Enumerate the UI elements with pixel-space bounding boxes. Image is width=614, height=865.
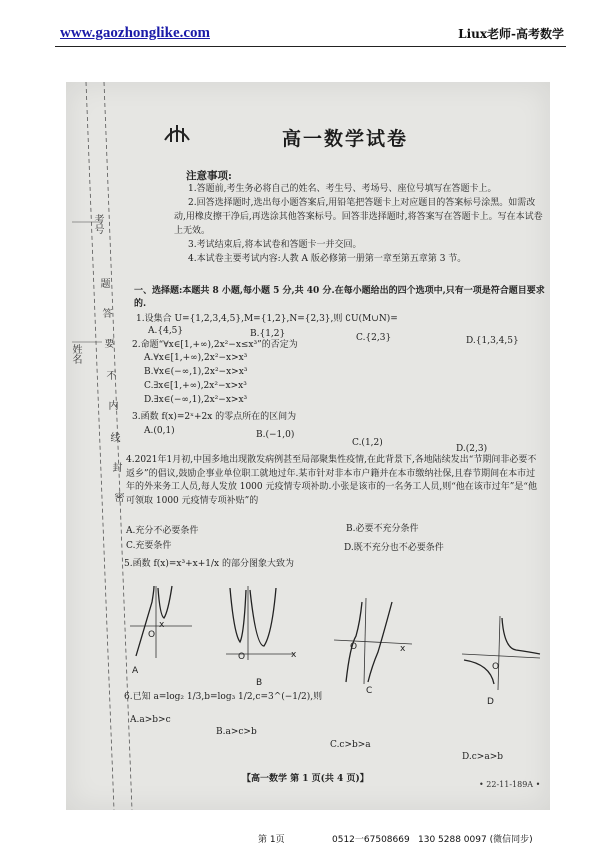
note-1: 1.答题前,考生务必将自己的姓名、考生号、考场号、座位号填写在答题卡上。 (188, 184, 497, 194)
q5-label-b: B (256, 678, 263, 688)
header-divider (55, 46, 566, 47)
exam-code: • 22-11-189A • (479, 780, 541, 789)
q2-option-d: D.∃x∈(−∞,1),2x²−x>x³ (144, 395, 248, 405)
binding-label-xian: 线 (108, 432, 119, 442)
q1-option-b: B.{1,2} (250, 329, 286, 339)
binding-label-kaohao: 考号 (92, 214, 103, 234)
q5-graph-b (222, 584, 298, 662)
exam-photo (66, 82, 550, 810)
q1-option-d: D.{1,3,4,5} (466, 336, 519, 346)
q4-option-c: C.充要条件 (126, 541, 172, 551)
binding-label-bu: 不 (104, 370, 115, 380)
q5-stem: 5.函数 f(x)=x³+x+1/x 的部分图象大致为 (124, 559, 294, 569)
header-author: Liux老师-高考数学 (458, 27, 564, 41)
q5-graph-c (332, 596, 416, 686)
binding-label-yao: 要 (102, 338, 113, 348)
binding-label-name: 姓名 (70, 344, 81, 364)
q5-graph-a-origin: O (148, 630, 156, 640)
note-4: 4.本试卷主要考试内容:人教 A 版必修第一册第一章至第五章第 3 节。 (188, 254, 467, 264)
page-footer: 【高一数学 第 1 页(共 4 页)】 (242, 774, 369, 784)
notes-block (174, 182, 546, 266)
q4-option-d: D.既不充分也不必要条件 (344, 543, 444, 553)
q6-option-c: C.c>b>a (330, 740, 371, 750)
q5-graph-d-origin: O (492, 662, 500, 672)
note-2: 2.回答选择题时,选出每小题答案后,用铅笔把答题卡上对应题目的答案标号涂黑。如需改动,用橡皮擦干净后,再选涂其他答案标号。回答非选择题时,将答案写在答题卡上。写在本试卷上无效。 (174, 198, 543, 236)
binding-label-da: 答 (100, 308, 111, 318)
q1-option-a: A.{4,5} (148, 326, 184, 336)
website-link[interactable]: www.gaozhonglike.com (60, 25, 210, 41)
q3-option-b: B.(−1,0) (256, 430, 295, 440)
q3-option-a: A.(0,1) (144, 426, 175, 436)
q5-graph-c-x: x (400, 644, 406, 654)
q2-stem: 2.命题“∀x∈[1,+∞),2x²−x≤x³”的否定为 (132, 340, 298, 350)
q1-stem: 1.设集合 U={1,2,3,4,5},M={1,2},N={2,3},则 ∁U(M∪N)= (136, 314, 398, 324)
q5-graph-d (460, 614, 542, 692)
q5-label-d: D (487, 697, 494, 707)
q4-stem: 4.2021年1月初,中国多地出现散发病例甚至局部聚集性疫情,在此背景下,各地陆续发出“节期间非必要不返乡”的倡议,鼓励企事业单位职工就地过年.某市针对非本市户籍并在本市缴纳社保,且春节期间在本市过年的外来务工人员,每人发放 1000 元疫情专项补助.小张是该市的一名务工人员,则“他在该市过年”是“他可领取 1000 元疫情专项补贴”的 (126, 455, 538, 506)
q2-option-b: B.∀x∈(−∞,1),2x²−x>x³ (144, 367, 248, 377)
page-number: 第 1页 (258, 835, 285, 845)
binding-label-ti: 题 (98, 278, 109, 288)
q6-stem: 6.已知 a=log₂ 1/3,b=log₃ 1/2,c=3^(−1/2),则 (124, 692, 323, 702)
binding-label-mi: 密 (112, 492, 123, 502)
notes-heading: 注意事项: (186, 170, 232, 182)
binding-label-nei: 内 (106, 400, 117, 410)
q3-option-d: D.(2,3) (456, 444, 488, 454)
q3-option-c: C.(1,2) (352, 438, 383, 448)
q3-stem: 3.函数 f(x)=2ˣ+2x 的零点所在的区间为 (132, 412, 297, 422)
q5-graph-c-origin: O (350, 642, 358, 652)
q5-graph-b-x: x (291, 650, 297, 660)
q4-option-a: A.充分不必要条件 (126, 526, 199, 536)
q6-option-b: B.a>c>b (216, 727, 257, 737)
q1-option-c: C.{2,3} (356, 333, 392, 343)
q5-graph-a-x: x (159, 620, 165, 630)
q6-option-d: D.c>a>b (462, 752, 504, 762)
q6-option-a: A.a>b>c (130, 715, 171, 725)
section-1-heading: 一、选择题:本题共 8 小题,每小题 5 分,共 40 分.在每小题给出的四个选项中,只有一项是符合题目要求的. (134, 286, 545, 309)
mobile-number: 130 5288 0097 (微信同步) (418, 835, 533, 845)
q5-label-c: C (366, 686, 373, 696)
q5-graph-b-origin: O (238, 652, 246, 662)
q4-option-b: B.必要不充分条件 (346, 524, 419, 534)
binding-label-feng: 封 (110, 462, 121, 472)
q5-label-a: A (132, 666, 139, 676)
exam-title: 高一数学试卷 (282, 128, 409, 150)
phone-number: 0512一67508669 (332, 835, 410, 845)
q2-option-a: A.∀x∈[1,+∞),2x²−x>x³ (144, 353, 248, 363)
note-3: 3.考试结束后,将本试卷和答题卡一并交回。 (188, 240, 362, 250)
exam-logo (162, 120, 192, 144)
q2-option-c: C.∃x∈[1,+∞),2x²−x>x³ (144, 381, 247, 391)
